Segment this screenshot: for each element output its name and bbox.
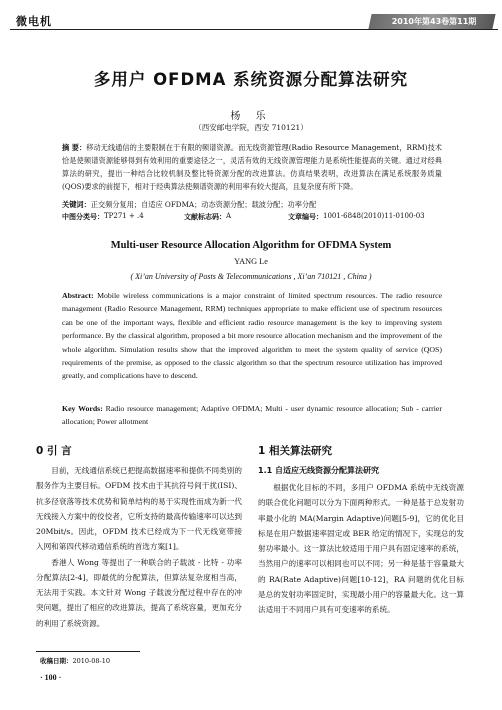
keywords-cn-text: 正交频分复用；自适应 OFDMA；动态资源分配；载波分配；功率分配 bbox=[90, 200, 317, 209]
article-no-value: 1001-6848(2010)11-0100-03 bbox=[323, 212, 425, 220]
keywords-en-label: Key Words: bbox=[62, 404, 103, 413]
section-0-body bbox=[36, 463, 242, 631]
section-0-paragraph-1: 目前，无线通信系统已把提高数据速率和提供不同类别的服务作为主要目标。OFDM 技术由于其抗符号间干扰(ISI)、抗多径衰落等技术优势和简单结构的易于实现性而成为新一代无线接入方案中的佼佼者，它所支持的最高传输速率可以达到 20Mbit/s。因此，OFDM 技术已经成为下一代无线宽带接入网和第四代移动通信系统的首选方案[1]。 bbox=[36, 466, 242, 552]
doc-code-value: A bbox=[226, 212, 232, 220]
keywords-en bbox=[62, 402, 442, 429]
page-number: · 100 · bbox=[40, 673, 62, 682]
paper-title: 多用户 OFDMA 系统资源分配算法研究 bbox=[93, 70, 409, 89]
abstract-cn bbox=[62, 141, 442, 193]
abstract-cn-label: 摘 要： bbox=[62, 143, 87, 152]
header-rule bbox=[10, 29, 498, 30]
abstract-cn-text: 移动无线通信的主要限制在于有限的频谱资源。而无线资源管理(Radio Resource Management，RRM)技术恰是使频谱资源能够得到有效利用的重要途径之一，灵活有效的无线资源管理能力是系统性能提高的关键。通过对经典算法的研究，提出一种结合比较机制及整比特资源分配的改进算法。仿真结果表明，改进算法在满足系统服务质量(QOS)要求的前提下，相对于经典算法使频谱资源的利用率有较大提高，且复杂度有所下降。 bbox=[62, 143, 442, 192]
abstract-en-text: Mobile wireless communications is a major constraint of limited spectrum resources. The radio resource management (Radio Resource Management, RRM) techniques appropriate to make efficient use of spectrum resources can be one of the important ways, flexible and efficient radio resource management is the key to improving system performance. By the classical algorithm, proposed a bit more resource allocation mechanism and the improvement of the whole algorithm. Simulation results show that the improved algorithm to meet the system quality of service (QOS) requirements of the premise, as opposed to the classic algorithm so that the spectrum resource utilization has improved greatly, and complications have to descend. bbox=[62, 291, 442, 381]
abstract-en-label: Abstract: bbox=[62, 291, 94, 300]
section-1-paragraph-1: 根据优化目标的不同，多用户 OFDMA 系统中无线资源的联合优化问题可以分为下面两种形式。一种是基于总发射功率最小化的 MA(Margin Adaptive)问题[5-9]，它的优化目标是在用户数据速率固定或 BER 给定的情况下，实现总的发射功率最小。这一算法比较适用于用户具有固定速率的系统，当然用户的速率可以相同也可以不同；另一种是基于容量最大的 RA(Rate Adaptive)问题[10-12]，RA 问题的优化目标是总的发射功率固定时，实现最小用户的容量最大化。这一算法适用于不同用户具有可变速率的系统。 bbox=[258, 483, 464, 614]
received-date-value: 2010-08-10 bbox=[72, 657, 110, 665]
doc-code-label: 文献标志码： bbox=[184, 213, 226, 221]
author-affiliation: （西安邮电学院，西安 710121） bbox=[194, 123, 308, 132]
keywords-cn-label: 关键词： bbox=[62, 200, 91, 209]
received-date bbox=[40, 656, 110, 665]
received-date-label: 收稿日期： bbox=[40, 657, 73, 665]
author-name: 杨 乐 bbox=[230, 111, 272, 122]
keywords-cn bbox=[62, 198, 442, 211]
issue-label: 2010年第43卷第11期 bbox=[391, 17, 477, 26]
footnote-rule bbox=[36, 651, 140, 652]
paper-title-en: Multi-user Resource Allocation Algorithm for OFDMA System bbox=[110, 240, 392, 251]
running-header bbox=[0, 0, 502, 46]
journal-brand: 微电机 bbox=[16, 15, 52, 28]
section-0-heading: 0 引 言 bbox=[36, 445, 72, 457]
clc-value: TP271 + .4 bbox=[104, 212, 144, 220]
section-1-heading: 1 相关算法研究 bbox=[258, 445, 332, 457]
keywords-en-text: Radio resource management; Adaptive OFDMA; Multi - user dynamic resource allocation; Sub - carrier allocation; Power allotment bbox=[62, 404, 442, 427]
author-affiliation-en: ( Xi’an University of Posts & Telecommunications , Xi’an 710121 , China ) bbox=[130, 272, 372, 281]
author-name-en: YANG Le bbox=[234, 257, 268, 266]
section-1-body bbox=[258, 480, 464, 617]
section-0-paragraph-2: 香港人 Wong 等提出了一种联合的子载波 - 比特 - 功率分配算法[2-4]，即最优的分配算法，但算法复杂度相当高，无法用于实践。本文针对 Wong 子载波分配过程中存在的冲突问题，提出了相应的改进算法，提高了系统容量，更加充分的利用了系统资源。 bbox=[36, 557, 242, 628]
section-1-1-heading: 1.1 自适应无线资源分配算法研究 bbox=[258, 466, 379, 475]
abstract-en bbox=[62, 289, 442, 383]
article-no-label: 文章编号： bbox=[288, 213, 323, 221]
clc-label: 中图分类号： bbox=[62, 213, 104, 221]
